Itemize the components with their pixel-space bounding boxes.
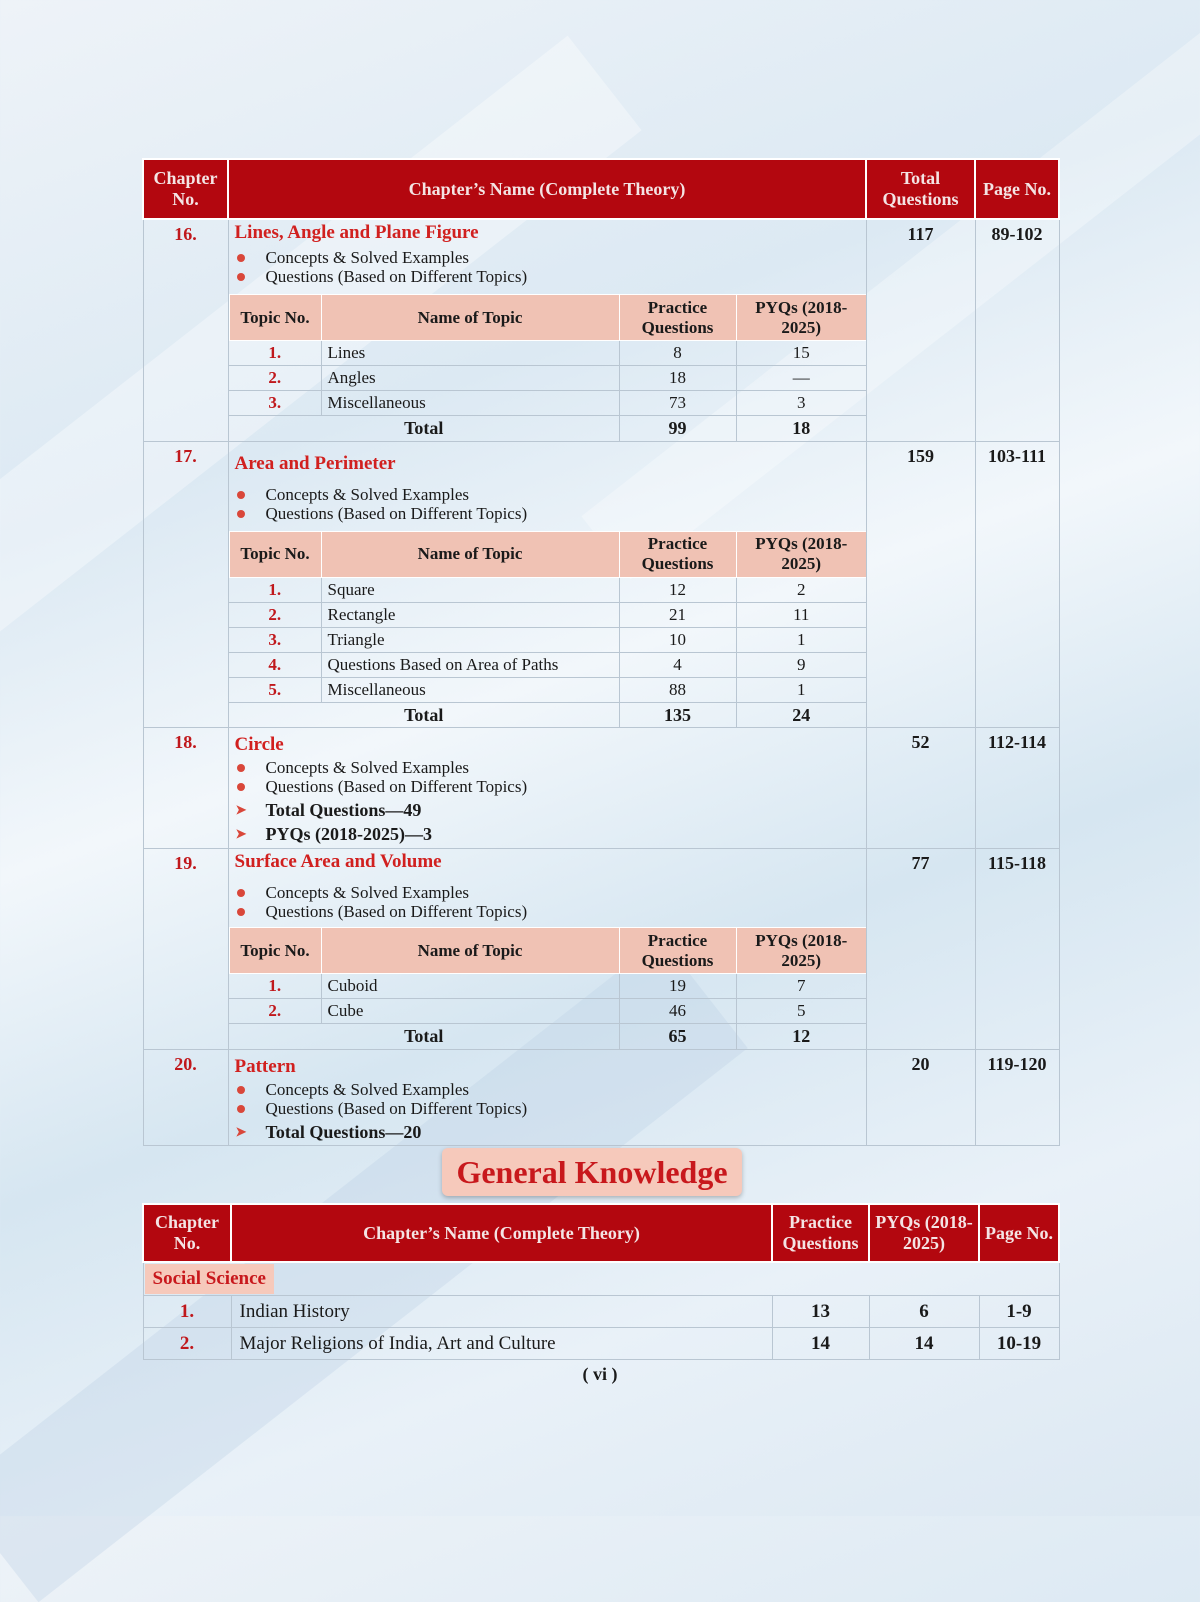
total-row [229, 702, 866, 727]
practice-count: 13 [772, 1296, 869, 1328]
page-range: 115-118 [975, 849, 1059, 1050]
table-row [229, 652, 866, 677]
total-label: Total [229, 1024, 619, 1049]
pyq-count: 9 [736, 652, 866, 677]
topic-name: Square [321, 577, 619, 602]
total-pyqs: 18 [736, 416, 866, 441]
topic-name: Triangle [321, 627, 619, 652]
bullet-dot-icon [237, 764, 245, 772]
bullet-dot-icon [237, 1105, 245, 1113]
pyq-count: 1 [736, 677, 866, 702]
table-row [229, 627, 866, 652]
bullet-item: Questions (Based on Different Topics) [235, 777, 866, 796]
header-page-no: Page No. [975, 159, 1059, 219]
topic-table [229, 927, 867, 1049]
pyq-count: 6 [869, 1296, 979, 1328]
header-page-no: Page No. [979, 1204, 1059, 1262]
header-pyqs: PYQs (2018-2025) [869, 1204, 979, 1262]
chapter-details [228, 849, 866, 1050]
topic-header-name: Name of Topic [321, 531, 619, 577]
header-chapter-no: Chapter No. [143, 159, 228, 219]
summary-item: ➤ Total Questions—49 [235, 800, 422, 820]
table-row [229, 602, 866, 627]
total-practice: 99 [619, 416, 736, 441]
total-questions: 52 [866, 728, 975, 849]
bullet-dot-icon [237, 1086, 245, 1094]
pyq-count: 7 [736, 974, 866, 999]
header-chapter-name: Chapter’s Name (Complete Theory) [228, 159, 866, 219]
bullet-item: Concepts & Solved Examples [235, 1080, 866, 1099]
topic-table [229, 531, 867, 728]
topic-header-practice: Practice Questions [619, 295, 736, 341]
topic-header-pyqs: PYQs (2018-2025) [736, 531, 866, 577]
pyq-count: — [736, 366, 866, 391]
topic-number: 1. [229, 341, 321, 366]
chapter-number: 16. [143, 219, 228, 441]
practice-count: 19 [619, 974, 736, 999]
page-number: ( vi ) [582, 1364, 618, 1384]
total-row [229, 416, 866, 441]
bullet-item: Concepts & Solved Examples [235, 758, 866, 777]
pyq-count: 14 [869, 1328, 979, 1360]
table-row [229, 391, 866, 416]
pyq-count: 15 [736, 341, 866, 366]
topic-name: Cuboid [321, 974, 619, 999]
topic-number: 5. [229, 677, 321, 702]
bullet-dot-icon [237, 254, 245, 262]
total-questions: 77 [866, 849, 975, 1050]
topic-number: 1. [229, 974, 321, 999]
topic-number: 2. [229, 999, 321, 1024]
bullet-item: Questions (Based on Different Topics) [235, 902, 866, 921]
chapter-details [228, 728, 866, 849]
page-range: 119-120 [975, 1049, 1059, 1145]
total-questions: 20 [866, 1049, 975, 1145]
header-chapter-no: Chapter No. [143, 1204, 231, 1262]
chapter-row [143, 849, 1059, 1050]
table-row [229, 366, 866, 391]
arrow-icon: ➤ [235, 1123, 247, 1139]
total-label: Total [229, 416, 619, 441]
topic-name: Miscellaneous [321, 677, 619, 702]
practice-count: 10 [619, 627, 736, 652]
chapter-row [143, 1049, 1059, 1145]
topic-header-no: Topic No. [229, 295, 321, 341]
total-pyqs: 24 [736, 702, 866, 727]
header-chapter-name: Chapter’s Name (Complete Theory) [231, 1204, 772, 1262]
page-range: 112-114 [975, 728, 1059, 849]
bullet-dot-icon [237, 889, 245, 897]
bullet-item: Concepts & Solved Examples [235, 485, 866, 504]
chapter-number: 1. [143, 1296, 231, 1328]
chapter-title: Surface Area and Volume [234, 851, 442, 872]
topic-number: 4. [229, 652, 321, 677]
gk-contents-table [142, 1203, 1060, 1360]
chapter-details [228, 219, 866, 441]
total-row [229, 1024, 866, 1049]
topic-name: Questions Based on Area of Paths [321, 652, 619, 677]
topic-number: 3. [229, 391, 321, 416]
summary-item: ➤ Total Questions—20 [235, 1121, 422, 1142]
practice-count: 21 [619, 602, 736, 627]
topic-name: Angles [321, 366, 619, 391]
chapter-number: 2. [143, 1328, 231, 1360]
topic-name: Lines [321, 341, 619, 366]
topic-header-name: Name of Topic [321, 928, 619, 974]
chapter-number: 19. [143, 849, 228, 1050]
table-row [143, 1296, 1059, 1328]
topic-name: Miscellaneous [321, 391, 619, 416]
practice-count: 88 [619, 677, 736, 702]
total-practice: 65 [619, 1024, 736, 1049]
header-total-questions: Total Questions [866, 159, 975, 219]
table-row [229, 677, 866, 702]
page-range: 103-111 [975, 441, 1059, 728]
arrow-icon: ➤ [235, 826, 247, 841]
section-row [143, 1262, 1059, 1296]
bullet-dot-icon [237, 510, 245, 518]
topic-number: 2. [229, 602, 321, 627]
header-practice: Practice Questions [772, 1204, 869, 1262]
topic-number: 2. [229, 366, 321, 391]
total-questions: 117 [866, 219, 975, 441]
topic-header-no: Topic No. [229, 928, 321, 974]
chapter-number: 18. [143, 728, 228, 849]
chapter-details [228, 1049, 866, 1145]
pyq-count: 5 [736, 999, 866, 1024]
practice-count: 12 [619, 577, 736, 602]
topic-number: 3. [229, 627, 321, 652]
table-row [229, 974, 866, 999]
page-range: 89-102 [975, 219, 1059, 441]
bullet-dot-icon [237, 908, 245, 916]
table-header-row [143, 159, 1059, 219]
page-range: 1-9 [979, 1296, 1059, 1328]
chapter-number: 20. [143, 1049, 228, 1145]
practice-count: 18 [619, 366, 736, 391]
bullet-item: Concepts & Solved Examples [235, 883, 866, 902]
chapter-title: Lines, Angle and Plane Figure [234, 222, 479, 243]
topic-header-practice: Practice Questions [619, 531, 736, 577]
arrow-icon: ➤ [235, 802, 247, 817]
maths-contents-table [142, 158, 1060, 1146]
general-knowledge-banner: General Knowledge [442, 1148, 742, 1196]
bullet-item: Questions (Based on Different Topics) [235, 1099, 866, 1118]
topic-header-pyqs: PYQs (2018-2025) [736, 928, 866, 974]
topic-header-pyqs: PYQs (2018-2025) [736, 295, 866, 341]
total-pyqs: 12 [736, 1024, 866, 1049]
practice-count: 46 [619, 999, 736, 1024]
chapter-title: Pattern [234, 1055, 296, 1077]
chapter-row [143, 441, 1059, 728]
bullet-item: Concepts & Solved Examples [235, 248, 866, 267]
chapter-number: 17. [143, 441, 228, 728]
chapter-title: Area and Perimeter [234, 452, 396, 474]
topic-header-name: Name of Topic [321, 295, 619, 341]
total-practice: 135 [619, 702, 736, 727]
pyq-count: 3 [736, 391, 866, 416]
chapter-row [143, 219, 1059, 441]
chapter-title: Circle [234, 734, 284, 755]
section-label: Social Science [145, 1264, 274, 1294]
chapter-details [228, 441, 866, 728]
table-row [229, 999, 866, 1024]
topic-table [229, 294, 867, 441]
bullet-dot-icon [237, 273, 245, 281]
table-row [229, 577, 866, 602]
chapter-row [143, 728, 1059, 849]
total-label: Total [229, 702, 619, 727]
page-range: 10-19 [979, 1328, 1059, 1360]
chapter-name: Indian History [231, 1296, 772, 1328]
practice-count: 14 [772, 1328, 869, 1360]
bullet-item: Questions (Based on Different Topics) [235, 267, 866, 286]
pyq-count: 11 [736, 602, 866, 627]
total-questions: 159 [866, 441, 975, 728]
topic-header-no: Topic No. [229, 531, 321, 577]
pyq-count: 2 [736, 577, 866, 602]
summary-item: ➤ PYQs (2018-2025)—3 [235, 824, 432, 844]
topic-name: Cube [321, 999, 619, 1024]
bullet-item: Questions (Based on Different Topics) [235, 504, 866, 523]
bullet-dot-icon [237, 491, 245, 499]
topic-number: 1. [229, 577, 321, 602]
topic-name: Rectangle [321, 602, 619, 627]
bullet-dot-icon [237, 783, 245, 791]
practice-count: 8 [619, 341, 736, 366]
practice-count: 73 [619, 391, 736, 416]
table-row [143, 1328, 1059, 1360]
topic-header-practice: Practice Questions [619, 928, 736, 974]
practice-count: 4 [619, 652, 736, 677]
chapter-name: Major Religions of India, Art and Culture [231, 1328, 772, 1360]
pyq-count: 1 [736, 627, 866, 652]
table-header-row [143, 1204, 1059, 1262]
table-row [229, 341, 866, 366]
